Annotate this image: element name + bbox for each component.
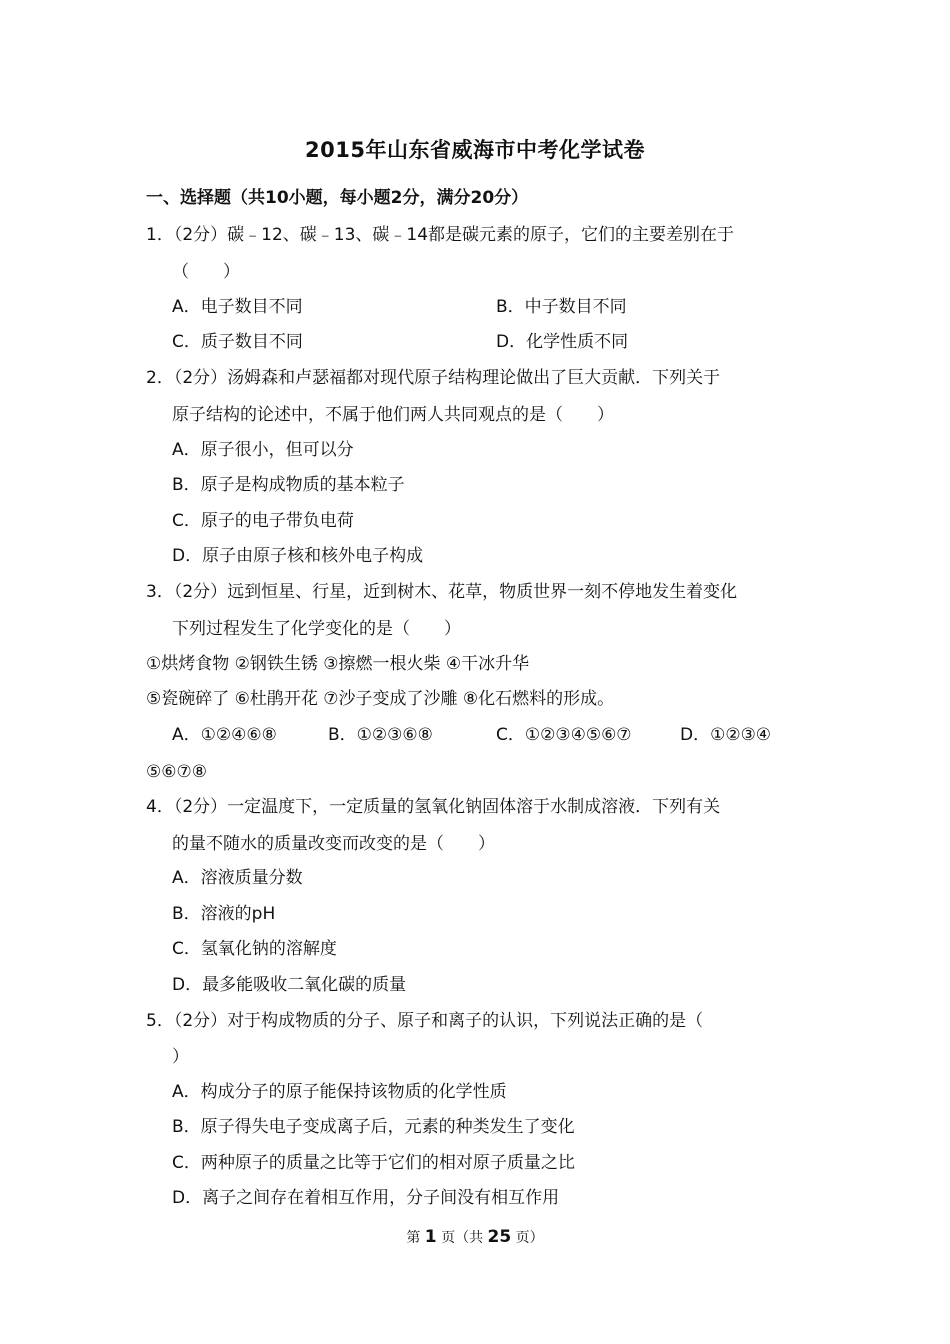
question-3-items-2: ⑤瓷碗碎了 ⑥杜鹃开花 ⑦沙子变成了沙雕 ⑧化石燃料的形成。: [146, 689, 615, 709]
question-5-option-a: A．构成分子的原子能保持该物质的化学性质: [172, 1082, 507, 1102]
question-2-text-cont: 原子结构的论述中，不属于他们两人共同观点的是（ ）: [172, 405, 614, 425]
question-2-text: 2．（2分）汤姆森和卢瑟福都对现代原子结构理论做出了巨大贡献．下列关于: [146, 368, 721, 388]
question-3-option-c: C．①②③④⑤⑥⑦: [496, 725, 632, 745]
question-2-option-c: C．原子的电子带负电荷: [172, 511, 354, 531]
question-4-text-cont: 的量不随水的质量改变而改变的是（ ）: [172, 834, 495, 854]
question-5-text: 5．（2分）对于构成物质的分子、原子和离子的认识，下列说法正确的是（: [146, 1011, 704, 1031]
question-1-option-b: B．中子数目不同: [496, 297, 627, 317]
question-1-option-d: D．化学性质不同: [496, 332, 629, 352]
question-1-text-cont: （ ）: [172, 262, 240, 282]
question-1-option-a: A．电子数目不同: [172, 297, 303, 317]
footer-total-pages: 25: [487, 1227, 512, 1247]
question-1-text: 1．（2分）碳﹣12、碳﹣13、碳﹣14都是碳元素的原子，它们的主要差别在于: [146, 225, 735, 245]
question-4-option-d: D．最多能吸收二氧化碳的质量: [172, 975, 407, 995]
footer-suffix: 页）: [515, 1230, 544, 1246]
question-5-option-d: D．离子之间存在着相互作用，分子间没有相互作用: [172, 1188, 560, 1208]
section-heading: 一、选择题（共10小题，每小题2分，满分20分）: [146, 188, 529, 208]
page-title: 2015年山东省威海市中考化学试卷: [305, 138, 645, 162]
footer-mid: 页（共: [441, 1230, 484, 1246]
question-2-option-d: D．原子由原子核和核外电子构成: [172, 546, 424, 566]
page-footer: [0, 1227, 950, 1247]
question-3-option-d-cont: ⑤⑥⑦⑧: [146, 762, 207, 782]
question-4-option-b: B．溶液的pH: [172, 904, 276, 924]
question-3-option-d: D．①②③④: [680, 725, 772, 745]
question-3-text-cont: 下列过程发生了化学变化的是（ ）: [172, 619, 461, 639]
question-4-option-a: A．溶液质量分数: [172, 868, 303, 888]
question-3-text: 3．（2分）远到恒星、行星，近到树木、花草，物质世界一刻不停地发生着变化: [146, 582, 738, 602]
question-2-option-b: B．原子是构成物质的基本粒子: [172, 475, 405, 495]
question-5-option-c: C．两种原子的质量之比等于它们的相对原子质量之比: [172, 1153, 575, 1173]
question-1-option-c: C．质子数目不同: [172, 332, 303, 352]
question-3-items-1: ①烘烤食物 ②钢铁生锈 ③擦燃一根火柴 ④干冰升华: [146, 654, 530, 674]
question-2-option-a: A．原子很小，但可以分: [172, 440, 354, 460]
question-5-option-b: B．原子得失电子变成离子后，元素的种类发生了变化: [172, 1117, 575, 1137]
question-5-text-cont: ）: [172, 1047, 189, 1067]
footer-page-number: 1: [424, 1227, 437, 1247]
footer-prefix: 第: [406, 1230, 421, 1246]
question-3-option-a: A．①②④⑥⑧: [172, 725, 277, 745]
question-4-text: 4．（2分）一定温度下，一定质量的氢氧化钠固体溶于水制成溶液．下列有关: [146, 797, 721, 817]
question-3-option-b: B．①②③⑥⑧: [328, 725, 433, 745]
question-4-option-c: C．氢氧化钠的溶解度: [172, 939, 337, 959]
